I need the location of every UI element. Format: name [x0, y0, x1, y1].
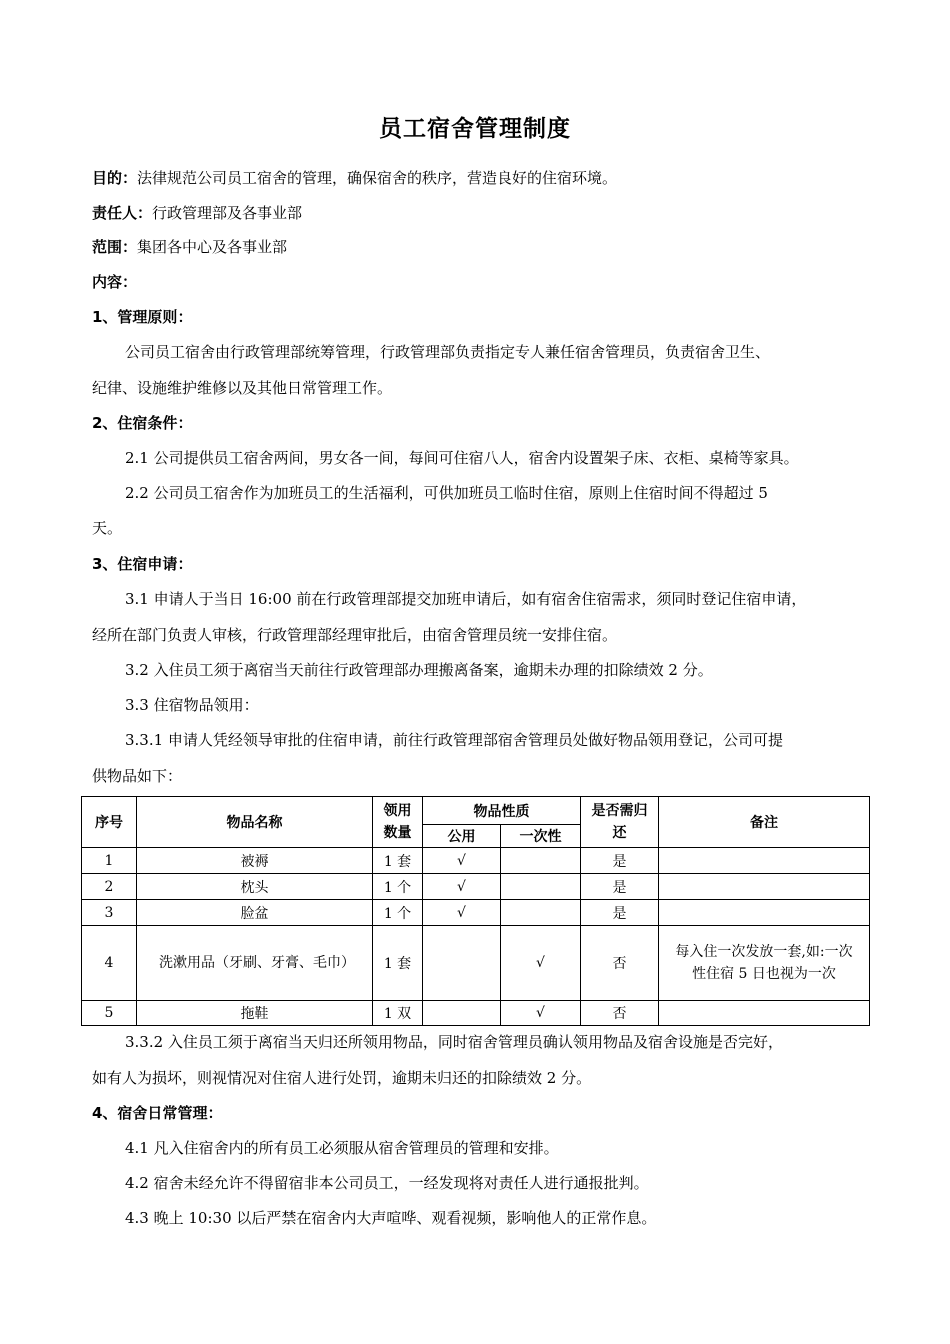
scope-label: 范围：	[92, 238, 138, 256]
header-onetime: 一次性	[501, 825, 581, 848]
cell-no: 1	[82, 848, 137, 874]
clause-3-3-1-line-1: 3.3.1 申请人凭经领导审批的住宿申请，前往行政管理部宿舍管理员处做好物品领用登记，公司可提	[125, 731, 783, 749]
responsible-line	[92, 202, 872, 224]
purpose-line	[92, 167, 872, 189]
table-row	[82, 874, 870, 900]
clause-3-3-2-line-2: 如有人为损坏，则视情况对住宿人进行处罚，逾期未归还的扣除绩效 2 分。	[92, 1069, 592, 1087]
cell-name: 被褥	[137, 848, 373, 874]
clause-2-1: 2.1 公司提供员工宿舍两间，男女各一间，每间可住宿八人，宿舍内设置架子床、衣柜、桌椅等家具。	[125, 449, 799, 467]
cell-return: 是	[581, 848, 659, 874]
responsible-text: 行政管理部及各事业部	[152, 204, 303, 222]
cell-note	[659, 874, 870, 900]
header-quantity: 领用数量	[373, 797, 423, 848]
cell-name: 脸盆	[137, 900, 373, 926]
cell-return: 是	[581, 874, 659, 900]
section-1-heading: 1、管理原则：	[92, 308, 193, 326]
header-nature: 物品性质	[423, 797, 581, 825]
cell-note	[659, 848, 870, 874]
table-row	[82, 900, 870, 926]
cell-onetime: √	[501, 1001, 581, 1026]
cell-onetime	[501, 848, 581, 874]
cell-return: 否	[581, 926, 659, 1001]
section-2-heading: 2、住宿条件：	[92, 414, 193, 432]
cell-onetime: √	[501, 926, 581, 1001]
cell-no: 3	[82, 900, 137, 926]
header-no: 序号	[82, 797, 137, 848]
clause-3-3-1-line-2: 供物品如下：	[92, 767, 183, 785]
header-return: 是否需归还	[581, 797, 659, 848]
scope-line	[92, 236, 872, 258]
clause-4-1: 4.1 凡入住宿舍内的所有员工必须服从宿舍管理员的管理和安排。	[125, 1139, 559, 1157]
purpose-label: 目的：	[92, 169, 138, 187]
cell-public: √	[423, 900, 501, 926]
scope-text: 集团各中心及各事业部	[137, 238, 288, 256]
clause-3-1-line-1: 3.1 申请人于当日 16:00 前在行政管理部提交加班申请后，如有宿舍住宿需求，须同时登记住宿申请，	[125, 590, 807, 608]
clause-3-3: 3.3 住宿物品领用：	[125, 696, 259, 714]
cell-name: 枕头	[137, 874, 373, 900]
cell-no: 4	[82, 926, 137, 1001]
responsible-label: 责任人：	[92, 204, 153, 222]
header-item-name: 物品名称	[137, 797, 373, 848]
clause-4-3: 4.3 晚上 10:30 以后严禁在宿舍内大声喧哗、观看视频，影响他人的正常作息。	[125, 1209, 657, 1227]
cell-public	[423, 1001, 501, 1026]
clause-3-1-line-2: 经所在部门负责人审核，行政管理部经理审批后，由宿舍管理员统一安排住宿。	[92, 626, 618, 644]
cell-onetime	[501, 874, 581, 900]
clause-2-2-line-1: 2.2 公司员工宿舍作为加班员工的生活福利，可供加班员工临时住宿，原则上住宿时间不得超过 5	[125, 484, 768, 502]
document-title: 员工宿舍管理制度	[379, 116, 571, 142]
cell-qty: 1 双	[373, 1001, 423, 1026]
cell-public: √	[423, 874, 501, 900]
clause-2-2-line-2: 天。	[92, 519, 123, 537]
cell-return: 否	[581, 1001, 659, 1026]
cell-onetime	[501, 900, 581, 926]
purpose-text: 法律规范公司员工宿舍的管理，确保宿舍的秩序，营造良好的住宿环境。	[137, 169, 618, 187]
cell-qty: 1 套	[373, 926, 423, 1001]
cell-no: 5	[82, 1001, 137, 1026]
clause-3-2: 3.2 入住员工须于离宿当天前往行政管理部办理搬离备案，逾期未办理的扣除绩效 2 分。	[125, 661, 713, 679]
cell-name: 洗漱用品（牙刷、牙膏、毛巾）	[137, 926, 373, 1001]
section-1-para-line-1: 公司员工宿舍由行政管理部统筹管理，行政管理部负责指定专人兼任宿舍管理员，负责宿舍卫生、	[125, 343, 771, 361]
clause-4-2: 4.2 宿舍未经允许不得留宿非本公司员工，一经发现将对责任人进行通报批判。	[125, 1174, 649, 1192]
section-4-heading: 4、宿舍日常管理：	[92, 1104, 223, 1122]
header-note: 备注	[659, 797, 870, 848]
cell-return: 是	[581, 900, 659, 926]
cell-public	[423, 926, 501, 1001]
cell-qty: 1 个	[373, 874, 423, 900]
cell-name: 拖鞋	[137, 1001, 373, 1026]
section-1-para-line-2: 纪律、设施维护维修以及其他日常管理工作。	[92, 379, 393, 397]
cell-note	[659, 900, 870, 926]
table-row	[82, 1001, 870, 1026]
cell-note	[659, 1001, 870, 1026]
cell-public: √	[423, 848, 501, 874]
cell-qty: 1 个	[373, 900, 423, 926]
content-label: 内容：	[92, 273, 138, 291]
table-row	[82, 848, 870, 874]
cell-note: 每入住一次发放一套,如:一次性住宿 5 日也视为一次	[659, 926, 870, 1001]
cell-qty: 1 套	[373, 848, 423, 874]
clause-3-3-2-line-1: 3.3.2 入住员工须于离宿当天归还所领用物品，同时宿舍管理员确认领用物品及宿舍设施是否完好，	[125, 1033, 783, 1051]
section-3-heading: 3、住宿申请：	[92, 555, 193, 573]
items-table	[81, 796, 870, 1026]
header-public: 公用	[423, 825, 501, 848]
cell-no: 2	[82, 874, 137, 900]
table-row	[82, 926, 870, 1001]
